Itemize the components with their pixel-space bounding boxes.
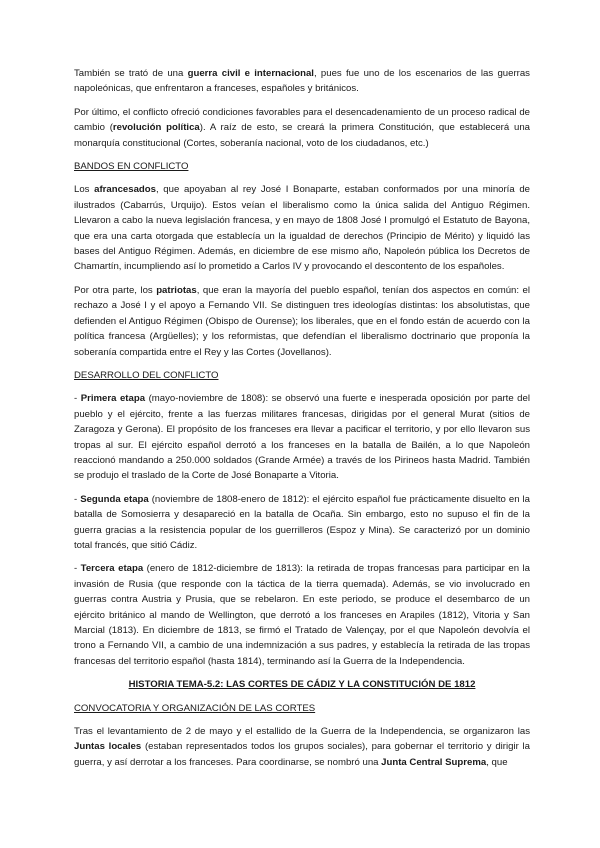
bold-term: Primera etapa (80, 393, 146, 405)
paragraph-patriotas: Por otra parte, los patriotas, que eran la mayoría del pueblo español, tenían dos aspectos en común: el rechazo a José I y el apoyo a Fernando VII. Se distinguen tres ideologías distintas: los absolutistas, que defienden el Antiguo Régimen (Obispo de Ourense); los liberales, que en el fondo están de acuerdo con la política francesa (Argüelles); y los reformistas, que defendían el liberalismo doctrinario que proponía la soberanía compartida entre el Rey y las Cortes (Jovellanos). (74, 284, 530, 358)
paragraph-primera-etapa: - Primera etapa (mayo-noviembre de 1808): se observó una fuerte e inesperada oposición por parte del pueblo y el ejército, frente a las fuerzas militares francesas, dirigidas por el general Murat (sitios de Zaragoza y Gerona). El propósito de los franceses era llevar a pacificar el territorio, y por ello llevaron sus tropas al sur. El ejército español derrotó a los franceses en la batalla de Bailén, a lo que Napoleón reaccionó mandando a 250.000 soldados (Grande Armée) a través de los Pirineos hasta Madrid. También se produjo el traslado de la Corte de José Bonaparte a Vitoria. (74, 393, 530, 482)
section-heading-desarrollo: DESARROLLO DEL CONFLICTO (74, 369, 219, 381)
bold-term: Segunda etapa (80, 493, 149, 505)
section-heading-convocatoria: CONVOCATORIA Y ORGANIZACIÓN DE LAS CORTES (74, 702, 316, 714)
paragraph-juntas: Tras el levantamiento de 2 de mayo y el estallido de la Guerra de la Independencia, se organizaron las Juntas locales (estaban representados todos los grupos sociales), para gobernar el territorio y dirigir la guerra, y así derrotar a los franceses. Para coordinarse, se nombró una Junta Central Suprema, que (74, 726, 530, 768)
paragraph-afrancesados: Los afrancesados, que apoyaban al rey José I Bonaparte, estaban conformados por una minoría de ilustrados (Cabarrús, Urquijo). Estos veían el liberalismo como la única salida del Antiguo Régimen. Llevaron a cabo la nueva legislación francesa, y en mayo de 1808 José I promulgó el Estatuto de Bayona, que era una carta otorgada que establecía un la igualdad de derechos (Principio de Mérito) y liquidó las bases del Antiguo Régimen. Además, en diciembre de ese mismo año, Napoleón pública los Decretos de Chamartín, incumpliendo así lo prometido a Carlos IV y provocando el descontento de los españoles. (74, 184, 531, 273)
bold-term: afrancesados (94, 184, 156, 196)
bold-term: patriotas (156, 284, 197, 296)
paragraph-revolucion: Por último, el conflicto ofreció condiciones favorables para el desencadenamiento de un proceso radical de cambio (revolución política). A raíz de esto, se creará la primera Constitución, que establecerá una monarquía constitucional (Cortes, soberanía nacional, voto de los ciudadanos, etc.) (74, 106, 530, 149)
bold-term: guerra civil e internacional (187, 68, 314, 79)
paragraph-segunda-etapa: - Segunda etapa (noviembre de 1808-enero de 1812): el ejército español fue prácticamente disuelto en la batalla de Somosierra y desapareció en la batalla de Ocaña. Sin embargo, esto no supuso el fin de la guerra gracias a la resistencia popular de los guerrilleros (Espoz y Mina). Se caracterizó por un dominio total francés, que sitió Cádiz. (74, 493, 530, 551)
bold-term: Junta Central Suprema (381, 756, 487, 768)
bold-term: Tercera etapa (80, 563, 144, 575)
section-heading-bandos: BANDOS EN CONFLICTO (74, 161, 189, 173)
paragraph-tercera-etapa: - Tercera etapa (enero de 1812-diciembre de 1813): la retirada de tropas francesas para participar en la invasión de Rusia (que responde con la táctica de la tierra quemada). Además, se vio involucrado en guerras contra Austria y Prusia, que se rebelaron. En este periodo, se produce el desembarco de un ejército británico al mando de Wellington, que derrotó a los franceses en Arapiles (1812), Vitoria y San Marcial (1813). En diciembre de 1813, se firmó el Tratado de Valençay, por el que Napoleón devolvía el trono a Fernando VII, a cambio de una indemnización a sus padres, y establecía la retirada de las tropas francesas del territorio español (hasta 1814), terminando así la Guerra de la Independencia. (74, 563, 530, 667)
paragraph-guerra-civil: También se trató de una guerra civil e internacional, pues fue uno de los escenarios de las guerras napoleónicas, que enfrentaron a franceses, españoles y británicos. (74, 68, 530, 95)
topic-title: HISTORIA TEMA-5.2: LAS CORTES DE CÁDIZ Y LA CONSTITUCIÓN DE 1812 (128, 679, 476, 691)
bold-term: Juntas locales (74, 741, 142, 753)
bold-term: revolución política (112, 122, 200, 134)
document-page (74, 66, 530, 778)
